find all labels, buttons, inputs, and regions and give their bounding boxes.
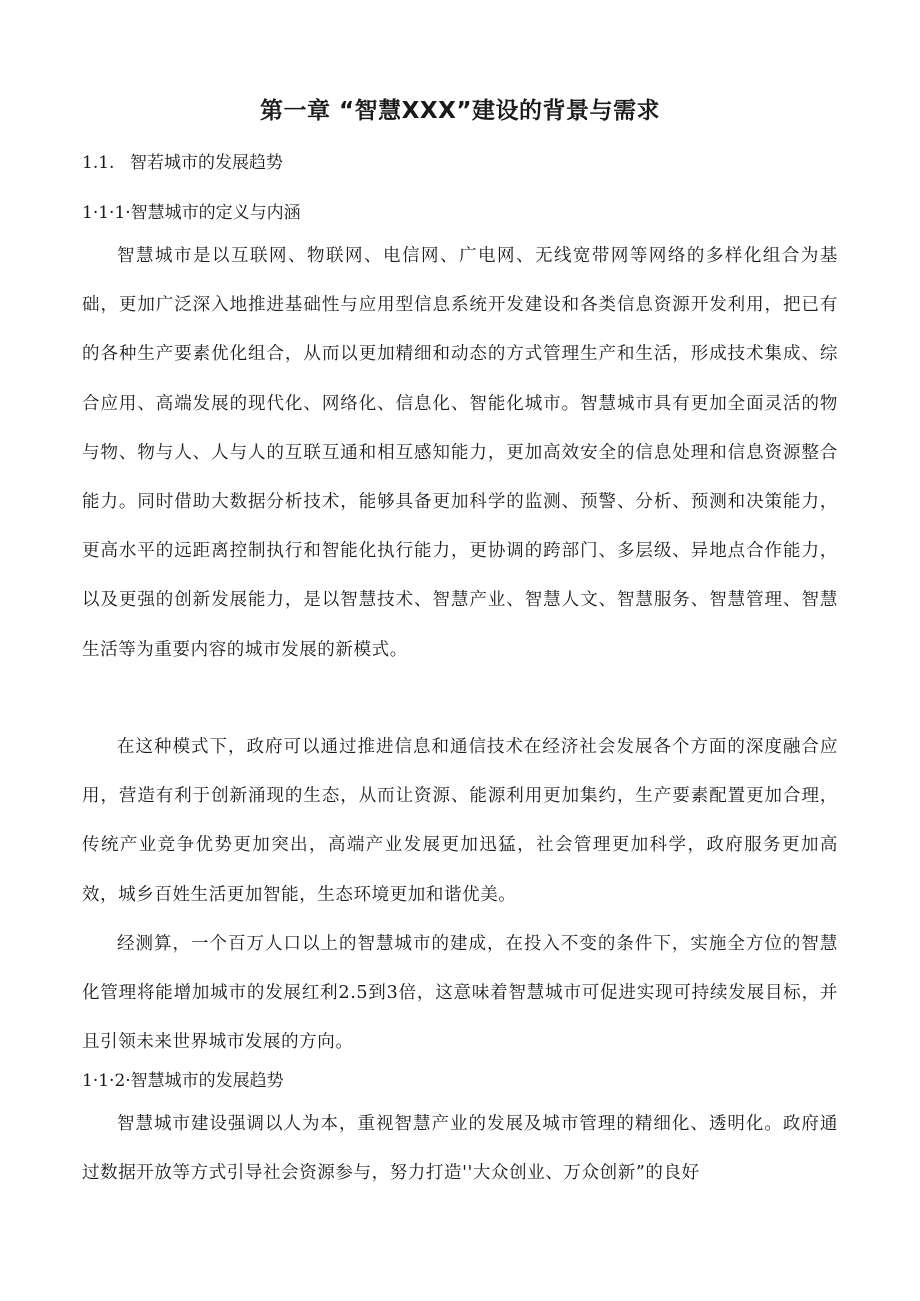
paragraph-estimate: 经测算，一个百万人口以上的智慧城市的建成，在投入不变的条件下，实施全方位的智慧化管理将能增加城市的发展红利2.5到3倍，这意味着智慧城市可促进实现可持续发展目标，并且引领未来世界城市发展的方向。 [82, 934, 838, 1053]
section-title: 智若城市的发展趋势 [130, 153, 283, 173]
section-heading-1-1 [82, 148, 283, 173]
paragraph-definition: 智慧城市是以互联网、物联网、电信网、广电网、无线宽带网等网络的多样化组合为基础，更加广泛深入地推进基础性与应用型信息系统开发建设和各类信息资源开发利用，把已有的各种生产要素优化组合，从而以更加精细和动态的方式管理生产和生活，形成技术集成、综合应用、高端发展的现代化、网络化、信息化、智能化城市。智慧城市具有更加全面灵活的物与物、物与人、人与人的互联互通和相互感知能力，更加高效安全的信息处理和信息资源整合能力。同时借助大数据分析技术，能够具备更加科学的监测、预警、分析、预测和决策能力，更高水平的远距离控制执行和智能化执行能力，更协调的跨部门、多层级、异地点合作能力，以及更强的创新发展能力，是以智慧技术、智慧产业、智慧人文、智慧服务、智慧管理、智慧生活等为重要内容的城市发展的新模式。 [82, 246, 838, 660]
chapter-title: 第一章 “智慧XXX”建设的背景与需求 [260, 98, 660, 124]
subsection-heading-1-1-1: 1·1·1·智慧城市的定义与内涵 [82, 203, 301, 223]
paragraph-model: 在这种模式下，政府可以通过推进信息和通信技术在经济社会发展各个方面的深度融合应用，营造有利于创新涌现的生态，从而让资源、能源利用更加集约，生产要素配置更加合理，传统产业竞争优势更加突出，高端产业发展更加迅猛，社会管理更加科学，政府服务更加高效，城乡百姓生活更加智能，生态环境更加和谐优美。 [82, 737, 838, 905]
section-number: 1.1. [82, 153, 115, 173]
paragraph-trend: 智慧城市建设强调以人为本，重视智慧产业的发展及城市管理的精细化、透明化。政府通过数据开放等方式引导社会资源参与，努力打造''大众创业、万众创新”的良好 [82, 1114, 838, 1184]
subsection-heading-1-1-2: 1·1·2·智慧城市的发展趋势 [82, 1071, 284, 1091]
